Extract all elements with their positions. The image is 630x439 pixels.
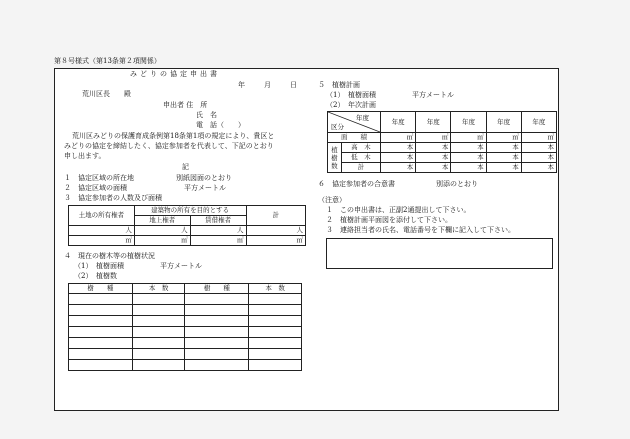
col-count-2: 本 数: [249, 284, 302, 294]
total-area-cell[interactable]: ㎡: [246, 236, 305, 246]
plan-count-cell[interactable]: 本: [521, 153, 556, 163]
form-number: 第８号様式（第13条第２項関係）: [54, 57, 161, 65]
plan-count-cell[interactable]: 本: [486, 143, 521, 153]
contact-box[interactable]: [326, 238, 553, 269]
surface-persons-cell[interactable]: 人: [134, 226, 190, 236]
ki-label: 記: [182, 163, 189, 171]
plan-count-cell[interactable]: 本: [451, 153, 486, 163]
tree-cell[interactable]: [249, 294, 302, 305]
intro-line-1: 荒川区みどりの保護育成条例第18条第1項の規定により、貴区と: [72, 132, 275, 140]
tree-cell[interactable]: [132, 338, 185, 349]
plan-row-tall: 高 木: [341, 143, 380, 153]
tree-cell[interactable]: [132, 327, 185, 338]
plan-year-1: 年度: [381, 112, 416, 133]
applicant-name: 氏 名: [196, 111, 217, 119]
col-total: 計: [246, 206, 305, 226]
tree-cell[interactable]: [69, 338, 133, 349]
tree-cell[interactable]: [185, 305, 249, 316]
item5-1-label: （1） 植樹面積: [326, 91, 376, 99]
tree-cell[interactable]: [185, 316, 249, 327]
item3-label: ３ 協定参加者の人数及び面積: [64, 194, 162, 202]
plan-count-cell[interactable]: 本: [416, 143, 451, 153]
item5-label: ５ 植樹計画: [318, 81, 360, 89]
tree-cell[interactable]: [249, 360, 302, 371]
note-2: ２ 植樹計画平面図を添付して下さい。: [326, 216, 452, 224]
tree-cell[interactable]: [249, 349, 302, 360]
date-month: 月: [264, 81, 271, 89]
applicant-address: 申出者 住 所: [163, 101, 208, 109]
item1-value: 別紙図面のとおり: [176, 174, 232, 182]
item4-2-label: （2） 植樹数: [74, 272, 117, 280]
tree-cell[interactable]: [185, 294, 249, 305]
col-kind-2: 樹 種: [185, 284, 249, 294]
tree-cell[interactable]: [132, 305, 185, 316]
tree-cell[interactable]: [132, 349, 185, 360]
tree-table: [68, 283, 302, 371]
tree-cell[interactable]: [132, 316, 185, 327]
col-owner: 土地の所有権者: [69, 206, 135, 226]
tree-cell[interactable]: [69, 305, 133, 316]
tree-cell[interactable]: [185, 360, 249, 371]
tree-cell[interactable]: [69, 294, 133, 305]
plan-year-2: 年度: [416, 112, 451, 133]
col-kind-1: 樹 種: [69, 284, 133, 294]
notes-title: （注意）: [318, 196, 346, 204]
item6-value: 別添のとおり: [436, 180, 478, 188]
plan-area-cell[interactable]: ㎡: [521, 133, 556, 143]
item5-2-label: （2） 年次計画: [326, 101, 376, 109]
plan-count-cell[interactable]: 本: [381, 143, 416, 153]
tree-cell[interactable]: [185, 338, 249, 349]
tree-cell[interactable]: [132, 360, 185, 371]
plan-shokuju-label: 植樹数: [328, 143, 342, 173]
col-lease: 賃借権者: [190, 216, 246, 226]
lease-area-cell[interactable]: ㎡: [190, 236, 246, 246]
plan-count-cell[interactable]: 本: [486, 163, 521, 173]
addressee: 荒川区長 殿: [82, 90, 131, 98]
plan-year-5: 年度: [521, 112, 556, 133]
tree-cell[interactable]: [249, 305, 302, 316]
col-count-1: 本 数: [132, 284, 185, 294]
item4-1-label: （1） 植樹面積: [74, 262, 124, 270]
plan-area-label: 面 積: [328, 133, 381, 143]
plan-count-cell[interactable]: 本: [416, 163, 451, 173]
item2-label: ２ 協定区域の面積: [64, 184, 127, 192]
surface-area-cell[interactable]: ㎡: [134, 236, 190, 246]
plan-year-corner: 年度: [356, 114, 369, 122]
plan-header-diagonal: [328, 112, 381, 133]
plan-count-cell[interactable]: 本: [381, 163, 416, 173]
plan-count-cell[interactable]: 本: [451, 163, 486, 173]
plan-count-cell[interactable]: 本: [521, 163, 556, 173]
tree-cell[interactable]: [132, 294, 185, 305]
tree-cell[interactable]: [249, 327, 302, 338]
item1-label: １ 協定区域の所在地: [64, 174, 134, 182]
plan-count-cell[interactable]: 本: [381, 153, 416, 163]
tree-cell[interactable]: [69, 349, 133, 360]
applicant-phone: 電 話（ ）: [196, 121, 245, 129]
tree-cell[interactable]: [69, 327, 133, 338]
item6-label: ６ 協定参加者の合意書: [318, 180, 395, 188]
tree-cell[interactable]: [249, 316, 302, 327]
intro-line-2: みどりの協定を締結したく、協定参加者を代表して、下記のとおり: [64, 142, 274, 150]
owner-area-cell[interactable]: ㎡: [69, 236, 135, 246]
owner-persons-cell[interactable]: 人: [69, 226, 135, 236]
col-surface: 地上権者: [134, 216, 190, 226]
date-year: 年: [238, 81, 245, 89]
note-3: ３ 連絡担当者の氏名、電話番号を下欄に記入して下さい。: [326, 226, 515, 234]
plan-row-short: 低 木: [341, 153, 380, 163]
plan-count-cell[interactable]: 本: [486, 153, 521, 163]
plan-area-cell[interactable]: ㎡: [486, 133, 521, 143]
tree-cell[interactable]: [69, 316, 133, 327]
tree-cell[interactable]: [249, 338, 302, 349]
plan-count-cell[interactable]: 本: [416, 153, 451, 163]
note-1: １ この申出書は、正副2通提出して下さい。: [326, 206, 471, 214]
total-persons-cell[interactable]: 人: [246, 226, 305, 236]
plan-kubun-corner: 区分: [331, 123, 344, 131]
plan-year-4: 年度: [486, 112, 521, 133]
participants-table: [68, 205, 306, 246]
tree-cell[interactable]: [185, 327, 249, 338]
lease-persons-cell[interactable]: 人: [190, 226, 246, 236]
item4-label: ４ 現在の樹木等の植樹状況: [64, 252, 155, 260]
item4-1-value: 平方メートル: [160, 262, 202, 270]
plan-area-cell[interactable]: ㎡: [451, 133, 486, 143]
plan-table: [327, 111, 557, 173]
intro-line-3: 申し出ます。: [64, 152, 106, 160]
plan-area-cell[interactable]: ㎡: [381, 133, 416, 143]
tree-cell[interactable]: [69, 360, 133, 371]
plan-area-cell[interactable]: ㎡: [416, 133, 451, 143]
date-day: 日: [290, 81, 297, 89]
tree-cell[interactable]: [185, 349, 249, 360]
plan-count-cell[interactable]: 本: [521, 143, 556, 153]
item2-value: 平方メートル: [184, 184, 226, 192]
item5-1-value: 平方メートル: [412, 91, 454, 99]
col-building: 建築物の所有を目的とする: [134, 206, 246, 216]
plan-row-total: 計: [341, 163, 380, 173]
page-title: みどりの協定申出書: [130, 70, 220, 78]
plan-count-cell[interactable]: 本: [451, 143, 486, 153]
plan-year-3: 年度: [451, 112, 486, 133]
